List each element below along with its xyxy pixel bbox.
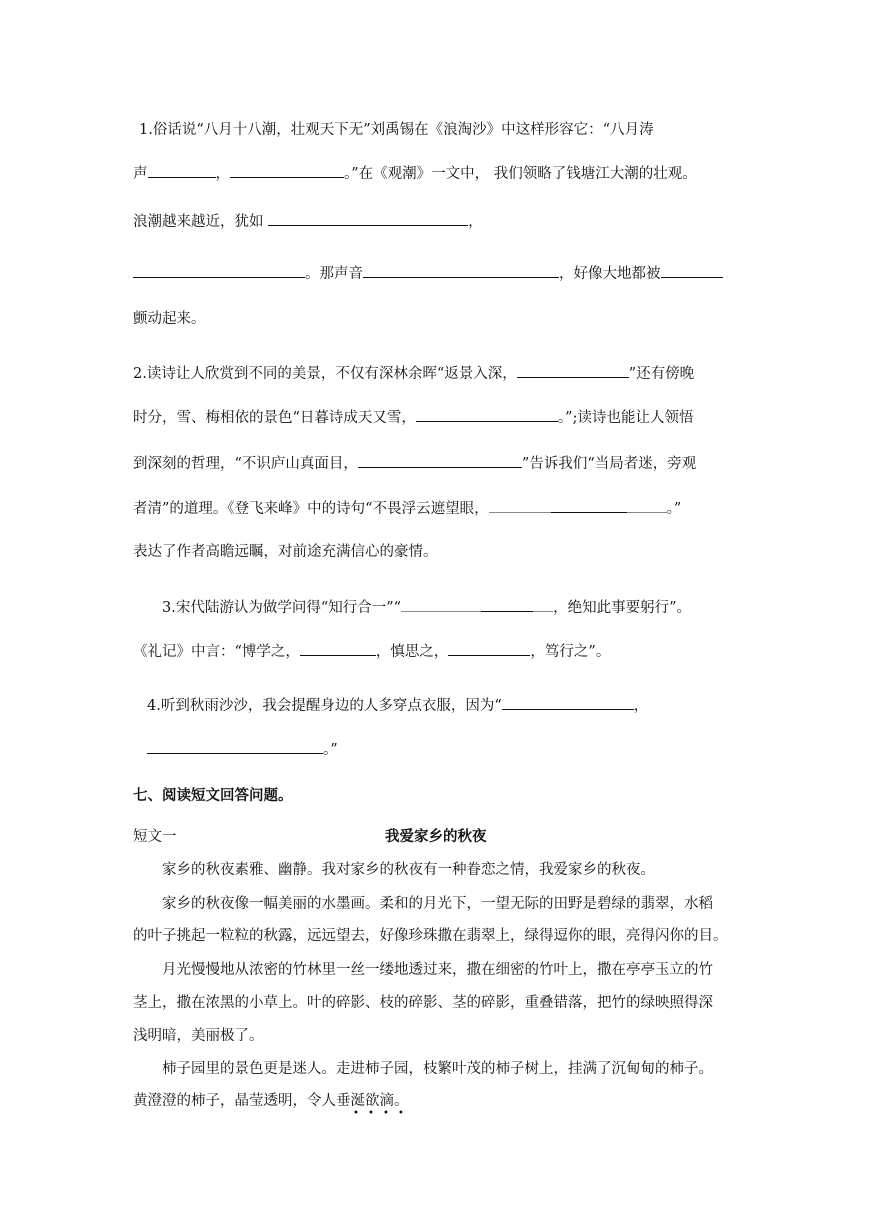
answer-blank[interactable] xyxy=(481,596,533,612)
q1-line3: 浪潮越来越近，犹如 ， xyxy=(133,210,483,232)
answer-blank[interactable] xyxy=(133,262,305,278)
q2-line4: 者清”的道理。《登飞来峰》中的诗句“不畏浮云遮望眼， 。” xyxy=(133,497,681,519)
passage-paragraph: 浅明暗，美丽极了。 xyxy=(133,1028,264,1044)
passage-title: 我爱家乡的秋夜 xyxy=(385,829,487,845)
passage-paragraph: 茎上，撒在浓黑的小草上。叶的碎影、枝的碎影、茎的碎影，重叠错落，把竹的绿映照得深 xyxy=(133,995,713,1011)
q1-line2: 声 ， 。”在《观潮》一文中， 我们领略了钱塘江大潮的壮观。 xyxy=(133,162,697,184)
answer-blank[interactable] xyxy=(358,452,522,468)
passage-label: 短文一 xyxy=(133,829,177,845)
answer-blank[interactable] xyxy=(147,738,323,754)
emphasis-dot: • xyxy=(398,1108,404,1119)
q1-line5: 颤动起来。 xyxy=(133,311,206,327)
passage-paragraph: 的叶子挑起一粒粒的秋露，远远望去，好像珍珠撒在翡翠上，绿得逗你的眼，亮得闪你的目。 xyxy=(133,928,728,944)
q3-line1: 3.宋代陆游认为做学问得“知行合一”“ ，绝知此事要躬行”。 xyxy=(162,596,691,618)
q1-line1 xyxy=(139,120,654,140)
answer-blank[interactable] xyxy=(627,497,667,513)
answer-blank[interactable] xyxy=(551,497,627,513)
answer-blank[interactable] xyxy=(517,362,629,378)
q2-line3: 到深刻的哲理，“不识庐山真面目， ”告诉我们“当局者迷，旁观 xyxy=(133,452,696,474)
answer-blank[interactable] xyxy=(448,640,530,656)
answer-blank[interactable] xyxy=(300,640,376,656)
q4-line1: 4.听到秋雨沙沙，我会提醒身边的人多穿点衣服，因为“ ， xyxy=(147,694,648,716)
q3-line2: 《礼记》中言：“博学之， ，慎思之， ，笃行之”。 xyxy=(133,640,610,662)
passage-paragraph: 月光慢慢地从浓密的竹林里一丝一缕地透过来，撒在细密的竹叶上，撒在亭亭玉立的竹 xyxy=(162,962,713,978)
answer-blank[interactable] xyxy=(230,162,344,178)
emphasis-dot: • xyxy=(383,1108,389,1119)
emphasis-dot: • xyxy=(368,1108,374,1119)
q2-line2: 时分，雪、梅相依的景色“日暮诗成天又雪， 。”;读诗也能让人领悟 xyxy=(133,406,693,428)
answer-blank[interactable] xyxy=(148,162,216,178)
answer-blank[interactable] xyxy=(661,262,723,278)
q1-line4: 。那声音 ，好像大地都被 xyxy=(133,262,723,284)
passage-paragraph: 家乡的秋夜素雅、幽静。我对家乡的秋夜有一种眷恋之情，我爱家乡的秋夜。 xyxy=(162,862,655,878)
answer-blank[interactable] xyxy=(416,406,558,422)
passage-paragraph: 家乡的秋夜像一幅美丽的水墨画。柔和的月光下，一望无际的田野是碧绿的翡翠，水稻 xyxy=(162,896,713,912)
q2-line1: 2.读诗让人欣赏到不同的美景，不仅有深林余晖“返景入深， ”还有傍晚 xyxy=(133,362,694,384)
passage-paragraph: 黄澄澄的柿子，晶莹透明，令人垂涎欲滴。 xyxy=(133,1093,409,1109)
q4-line2: 。” xyxy=(147,738,338,760)
answer-blank[interactable] xyxy=(533,596,553,612)
answer-blank[interactable] xyxy=(268,210,468,226)
section-heading: 七、阅读短文回答问题。 xyxy=(133,788,293,804)
q2-line5: 表达了作者高瞻远瞩，对前途充满信心的豪情。 xyxy=(133,544,438,560)
passage-paragraph: 柿子园里的景色更是迷人。走进柿子园，枝繁叶茂的柿子树上，挂满了沉甸甸的柿子。 xyxy=(162,1061,713,1077)
answer-blank[interactable] xyxy=(489,497,551,513)
emphasis-dot: • xyxy=(353,1108,359,1119)
answer-blank[interactable] xyxy=(502,694,634,710)
answer-blank[interactable] xyxy=(363,262,559,278)
answer-blank[interactable] xyxy=(401,596,481,612)
q1-text: 1.俗话说“八月十八潮，壮观天下无”刘禹锡在《浪淘沙》中这样形容它：“八月涛 xyxy=(139,122,654,138)
